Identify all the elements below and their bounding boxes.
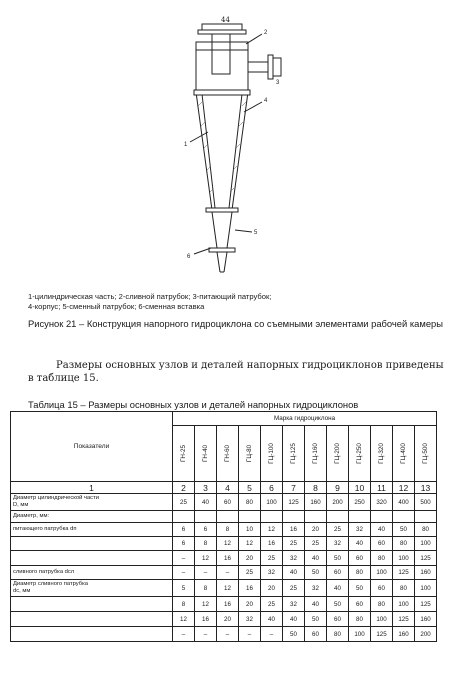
table-cell (217, 511, 239, 523)
column-number: 6 (261, 482, 283, 494)
table-row (11, 551, 437, 566)
param-header: Показатели (11, 412, 173, 482)
table-cell: 60 (327, 612, 349, 627)
table-cell: 32 (349, 523, 371, 537)
column-number: 2 (173, 482, 195, 494)
table-cell: 50 (349, 580, 371, 597)
row-label-line: Диаметр, мм: (13, 513, 50, 519)
row-label (11, 494, 173, 511)
table-cell: 12 (195, 551, 217, 566)
table-cell: 8 (173, 597, 195, 612)
table-cell: 100 (415, 580, 437, 597)
row-label (11, 523, 173, 537)
column-number: 4 (217, 482, 239, 494)
table-cell: 320 (371, 494, 393, 511)
table-cell: 125 (415, 597, 437, 612)
row-label-line: D, мм (13, 502, 29, 508)
model-header: ГЦ-400 (393, 426, 415, 482)
table-cell (261, 511, 283, 523)
figure-caption: Рисунок 21 – Конструкция напорного гидроциклона со съемными элементами рабочей камеры (28, 318, 443, 329)
table-cell: 12 (239, 537, 261, 551)
table-cell: – (195, 566, 217, 580)
table-cell: 20 (305, 523, 327, 537)
model-header: ГН-25 (173, 426, 195, 482)
model-header: ГЦ-500 (415, 426, 437, 482)
table-cell (393, 511, 415, 523)
table-cell: 12 (217, 537, 239, 551)
column-number: 3 (195, 482, 217, 494)
table-cell: 50 (393, 523, 415, 537)
table-cell: 8 (195, 580, 217, 597)
table-cell: 40 (283, 566, 305, 580)
figure-legend (28, 292, 428, 312)
row-label-line: сливного патрубка dсл (13, 569, 75, 575)
table-cell: 16 (283, 523, 305, 537)
row-label (11, 551, 173, 566)
table-body (11, 482, 437, 642)
table-cell: 80 (371, 551, 393, 566)
hydrocyclone-drawing (178, 22, 288, 284)
table-cell: 200 (327, 494, 349, 511)
row-label-line: Диаметр сливного патрубка (13, 581, 88, 587)
svg-text:4: 4 (264, 98, 268, 104)
svg-text:5: 5 (254, 230, 258, 236)
table-row (11, 523, 437, 537)
row-label (11, 511, 173, 523)
table-cell: 100 (393, 597, 415, 612)
table-cell: 25 (173, 494, 195, 511)
table-cell (371, 511, 393, 523)
table-cell: 16 (261, 537, 283, 551)
table-cell: 100 (415, 537, 437, 551)
table-title: Таблица 15 – Размеры основных узлов и деталей напорных гидроциклонов (28, 399, 359, 410)
row-label-line: Диаметр цилиндрической части (13, 495, 99, 501)
table-cell: 50 (327, 597, 349, 612)
model-header: ГЦ-125 (283, 426, 305, 482)
table-cell: 40 (283, 612, 305, 627)
table-cell: 40 (371, 523, 393, 537)
table-cell: 40 (261, 612, 283, 627)
table-row (11, 537, 437, 551)
table-cell: 100 (349, 627, 371, 642)
table-cell: – (239, 627, 261, 642)
table-row (11, 580, 437, 597)
row-label (11, 580, 173, 597)
page-number: 44 (221, 16, 230, 24)
table-cell: 60 (217, 494, 239, 511)
table-cell: – (173, 551, 195, 566)
table-cell: 5 (173, 580, 195, 597)
table-cell: 100 (261, 494, 283, 511)
table-cell: – (173, 627, 195, 642)
table-cell: 25 (261, 551, 283, 566)
table-cell: 32 (261, 566, 283, 580)
table-cell: 25 (239, 566, 261, 580)
table-cell: 80 (349, 612, 371, 627)
table-cell: 60 (349, 551, 371, 566)
table-cell (239, 511, 261, 523)
table-cell: 80 (327, 627, 349, 642)
table-cell: 125 (371, 627, 393, 642)
table-row (11, 627, 437, 642)
table-cell: 16 (195, 612, 217, 627)
legend-line: 1-цилиндрическая часть; 2-сливной патрубок; 3-питающий патрубок; (28, 292, 272, 301)
table-cell (283, 511, 305, 523)
table-cell: 25 (283, 537, 305, 551)
table-row (11, 612, 437, 627)
column-number: 10 (349, 482, 371, 494)
svg-text:1: 1 (184, 142, 188, 148)
table-cell: 6 (195, 523, 217, 537)
table-cell: 60 (327, 566, 349, 580)
column-number: 11 (371, 482, 393, 494)
column-number: 7 (283, 482, 305, 494)
table-row (11, 494, 437, 511)
table-cell: 100 (371, 612, 393, 627)
column-number: 13 (415, 482, 437, 494)
row-label (11, 566, 173, 580)
table-cell (327, 511, 349, 523)
column-number-row (11, 482, 437, 494)
table-row (11, 566, 437, 580)
table-cell: 50 (327, 551, 349, 566)
row-label (11, 612, 173, 627)
table-cell: 50 (305, 566, 327, 580)
table-cell: 16 (239, 580, 261, 597)
table-cell: 16 (217, 597, 239, 612)
table-cell: 500 (415, 494, 437, 511)
table-cell: 10 (239, 523, 261, 537)
table-cell: 8 (217, 523, 239, 537)
table-cell: 160 (305, 494, 327, 511)
table-cell: 160 (393, 627, 415, 642)
table-cell: 80 (415, 523, 437, 537)
column-number: 12 (393, 482, 415, 494)
body-paragraph: Размеры основных узлов и деталей напорных гидроциклонов приведены в таблице 15. (28, 360, 444, 384)
row-label (11, 537, 173, 551)
table-cell: 80 (393, 580, 415, 597)
table-cell (415, 511, 437, 523)
table-cell: 32 (283, 597, 305, 612)
table-cell: 20 (261, 580, 283, 597)
table-cell: – (173, 566, 195, 580)
table-cell: 50 (305, 612, 327, 627)
table-cell: 250 (349, 494, 371, 511)
svg-text:6: 6 (187, 254, 191, 260)
column-number: 5 (239, 482, 261, 494)
table-row (11, 597, 437, 612)
table-cell: – (195, 627, 217, 642)
table-cell: 80 (393, 537, 415, 551)
table-cell: 100 (371, 566, 393, 580)
group-header: Марка гидроциклона (173, 412, 437, 426)
model-header: ГН-40 (195, 426, 217, 482)
table-cell: 125 (283, 494, 305, 511)
svg-text:2: 2 (264, 30, 268, 36)
table-cell: 12 (261, 523, 283, 537)
table-cell: – (261, 627, 283, 642)
table-cell: 25 (327, 523, 349, 537)
table-cell: 60 (305, 627, 327, 642)
table-cell (305, 511, 327, 523)
table-cell: 80 (371, 597, 393, 612)
row-label-line: питающего патрубка dп (13, 526, 77, 532)
table-cell: 40 (327, 580, 349, 597)
table-cell: 60 (349, 597, 371, 612)
row-label-line: dс, мм (13, 588, 31, 594)
table-cell: 125 (393, 566, 415, 580)
table-cell: 125 (415, 551, 437, 566)
table-cell: 16 (217, 551, 239, 566)
table-cell: 32 (327, 537, 349, 551)
table-cell: 40 (305, 597, 327, 612)
legend-line: 4-корпус; 5-сменный патрубок; 6-сменная вставка (28, 302, 205, 311)
table-cell: 60 (371, 580, 393, 597)
table-cell (173, 511, 195, 523)
column-number: 1 (11, 482, 173, 494)
model-header: ГЦ-100 (261, 426, 283, 482)
table-cell: 80 (349, 566, 371, 580)
table-cell: 40 (195, 494, 217, 511)
table-cell: 32 (283, 551, 305, 566)
table-cell: 25 (261, 597, 283, 612)
column-number: 9 (327, 482, 349, 494)
row-label (11, 627, 173, 642)
table-cell: 100 (393, 551, 415, 566)
table-cell: 32 (239, 612, 261, 627)
model-header: ГЦ-160 (305, 426, 327, 482)
table-cell: 400 (393, 494, 415, 511)
table-cell: 160 (415, 612, 437, 627)
table-cell: 20 (239, 551, 261, 566)
table-cell: 6 (173, 523, 195, 537)
table-cell (349, 511, 371, 523)
table-cell: 200 (415, 627, 437, 642)
row-label (11, 597, 173, 612)
table-cell: 60 (371, 537, 393, 551)
table-cell: – (217, 566, 239, 580)
table-cell: 20 (217, 612, 239, 627)
table-cell (195, 511, 217, 523)
table-cell: – (217, 627, 239, 642)
table-cell: 125 (393, 612, 415, 627)
table-cell: 12 (173, 612, 195, 627)
table-cell: 32 (305, 580, 327, 597)
table-cell: 6 (173, 537, 195, 551)
table-cell: 40 (305, 551, 327, 566)
table-cell: 20 (239, 597, 261, 612)
table-cell: 80 (239, 494, 261, 511)
table-cell: 40 (349, 537, 371, 551)
model-header: ГЦ-250 (349, 426, 371, 482)
table-cell: 25 (283, 580, 305, 597)
table-row (11, 511, 437, 523)
table-cell: 25 (305, 537, 327, 551)
dimensions-table (10, 411, 437, 642)
model-header: ГН-60 (217, 426, 239, 482)
model-header: ГЦ-320 (371, 426, 393, 482)
table-cell: 160 (415, 566, 437, 580)
svg-text:3: 3 (276, 80, 280, 86)
model-header: ГЦ-80 (239, 426, 261, 482)
column-number: 8 (305, 482, 327, 494)
table-cell: 8 (195, 537, 217, 551)
table-cell: 12 (195, 597, 217, 612)
table-cell: 50 (283, 627, 305, 642)
model-header: ГЦ-200 (327, 426, 349, 482)
table-cell: 12 (217, 580, 239, 597)
